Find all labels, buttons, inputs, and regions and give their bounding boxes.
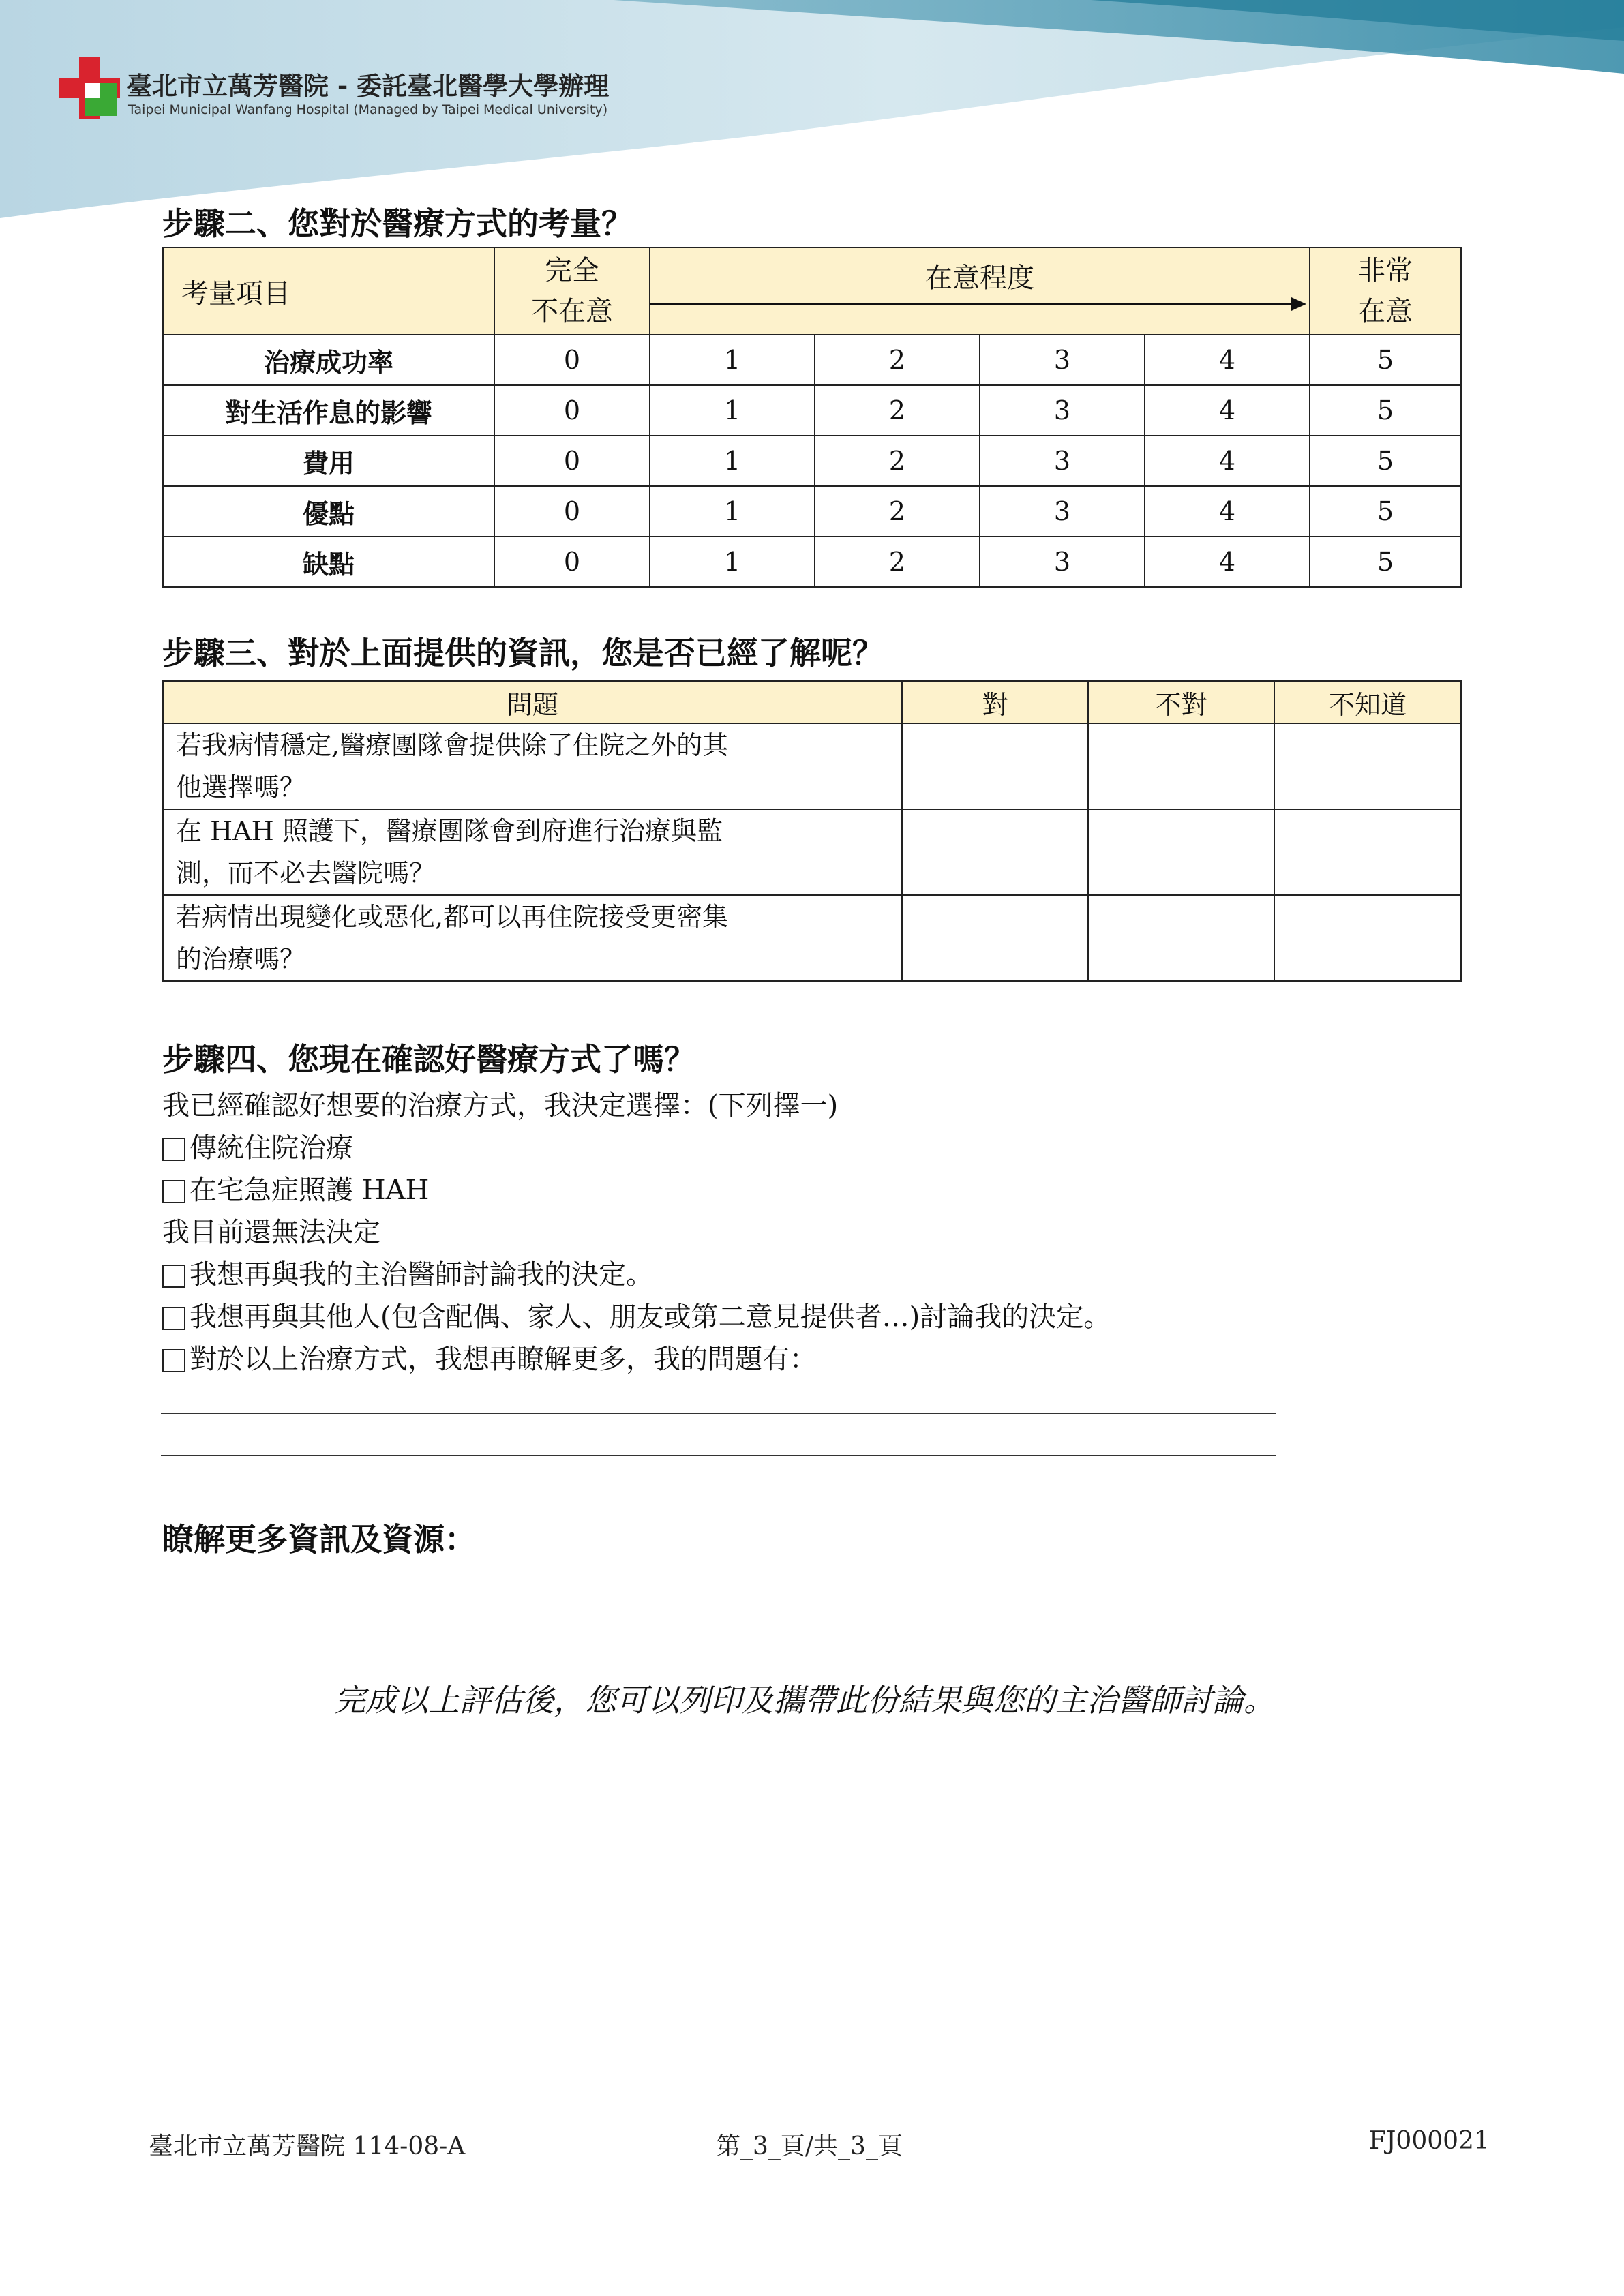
option-discuss-doctor[interactable]: 我想再與我的主治醫師討論我的決定。 [162,1253,653,1292]
score-cell[interactable]: 0 [494,537,650,587]
col-header-yes: 對 [902,681,1088,723]
score-cell[interactable]: 1 [650,537,815,587]
checkbox[interactable] [162,1180,185,1203]
step4-intro: 我已經確認好想要的治療方式，我決定選擇：(下列擇一) [162,1090,839,1121]
question-text: 在 HAH 照護下，醫療團隊會到府進行治療與監 測，而不必去醫院嗎？ [163,809,902,895]
score-cell[interactable]: 4 [1145,436,1310,486]
knowledge-table [162,680,1462,982]
col-header-no: 不對 [1088,681,1274,723]
step3-title: 步驟三、對於上面提供的資訊，您是否已經了解呢？ [162,635,884,671]
answer-no-cell[interactable] [1088,895,1274,981]
closing-note: 完成以上評估後，您可以列印及攜帶此份結果與您的主治醫師討論。 [334,1682,1275,1719]
answer-line[interactable] [161,1413,1276,1414]
answer-unknown-cell[interactable] [1274,723,1461,809]
score-cell[interactable]: 2 [815,385,980,436]
row-label: 費用 [163,436,494,486]
score-cell[interactable]: 5 [1310,537,1461,587]
row-label: 缺點 [163,537,494,587]
score-cell[interactable]: 3 [980,436,1145,486]
col-header-unknown: 不知道 [1274,681,1461,723]
score-cell[interactable]: 0 [494,486,650,537]
score-cell[interactable]: 4 [1145,486,1310,537]
score-cell[interactable]: 3 [980,385,1145,436]
score-cell[interactable]: 2 [815,537,980,587]
answer-no-cell[interactable] [1088,809,1274,895]
col-header-very-care: 非常 在意 [1310,247,1461,335]
score-cell[interactable]: 4 [1145,385,1310,436]
score-cell[interactable]: 3 [980,486,1145,537]
undecided-label: 我目前還無法決定 [162,1217,380,1248]
table-row [163,436,1461,486]
checkbox[interactable] [162,1307,185,1330]
score-cell[interactable]: 0 [494,335,650,385]
option-hah[interactable]: 在宅急症照護 HAH [162,1168,429,1207]
hospital-name-en: Taipei Municipal Wanfang Hospital (Managed by Taipei Medical University) [128,102,608,117]
answer-unknown-cell[interactable] [1274,809,1461,895]
col-header-not-care: 完全 不在意 [494,247,650,335]
question-text: 若我病情穩定,醫療團隊會提供除了住院之外的其 他選擇嗎？ [163,723,902,809]
answer-yes-cell[interactable] [902,723,1088,809]
table-row [163,537,1461,587]
table-row [163,895,1461,981]
table-row [163,723,1461,809]
score-cell[interactable]: 3 [980,335,1145,385]
table-row [163,385,1461,436]
table-row [163,486,1461,537]
answer-unknown-cell[interactable] [1274,895,1461,981]
option-more-questions[interactable]: 對於以上治療方式，我想再瞭解更多，我的問題有： [162,1338,817,1376]
answer-yes-cell[interactable] [902,809,1088,895]
row-label: 優點 [163,486,494,537]
answer-no-cell[interactable] [1088,723,1274,809]
table-row [163,809,1461,895]
score-cell[interactable]: 2 [815,486,980,537]
checkbox[interactable] [162,1138,185,1161]
resources-title: 瞭解更多資訊及資源： [162,1521,476,1558]
row-label: 治療成功率 [163,335,494,385]
col-header-item: 考量項目 [163,247,494,335]
checkbox[interactable] [162,1349,185,1372]
step2-title: 步驟二、您對於醫療方式的考量？ [162,205,633,242]
score-cell[interactable]: 1 [650,436,815,486]
row-label: 對生活作息的影響 [163,385,494,436]
score-cell[interactable]: 0 [494,385,650,436]
score-cell[interactable]: 5 [1310,486,1461,537]
footer-left: 臺北市立萬芳醫院 114-08-A [149,2132,466,2160]
score-cell[interactable]: 3 [980,537,1145,587]
col-header-degree: 在意程度 [650,247,1310,335]
score-cell[interactable]: 0 [494,436,650,486]
score-cell[interactable]: 1 [650,385,815,436]
option-traditional[interactable]: 傳統住院治療 [162,1126,353,1165]
option-discuss-others[interactable]: 我想再與其他人(包含配偶、家人、朋友或第二意見提供者…)討論我的決定。 [162,1295,1111,1334]
degree-arrow [650,290,1310,318]
score-cell[interactable]: 5 [1310,436,1461,486]
page-number: 第_3_頁/共_3_頁 [716,2132,903,2160]
checkbox[interactable] [162,1265,185,1288]
answer-line[interactable] [161,1455,1276,1456]
hospital-name: 臺北市立萬芳醫院 - 委託臺北醫學大學辦理 [127,72,610,101]
score-cell[interactable]: 4 [1145,335,1310,385]
answer-yes-cell[interactable] [902,895,1088,981]
table-row [163,335,1461,385]
question-text: 若病情出現變化或惡化,都可以再住院接受更密集 的治療嗎？ [163,895,902,981]
step4-title: 步驟四、您現在確認好醫療方式了嗎？ [162,1041,695,1078]
score-cell[interactable]: 2 [815,436,980,486]
col-header-question: 問題 [163,681,902,723]
hospital-logo [59,57,120,121]
score-cell[interactable]: 1 [650,335,815,385]
score-cell[interactable]: 4 [1145,537,1310,587]
concern-table [162,247,1462,588]
form-code: FJ000021 [1369,2127,1490,2155]
score-cell[interactable]: 2 [815,335,980,385]
score-cell[interactable]: 1 [650,486,815,537]
score-cell[interactable]: 5 [1310,335,1461,385]
score-cell[interactable]: 5 [1310,385,1461,436]
